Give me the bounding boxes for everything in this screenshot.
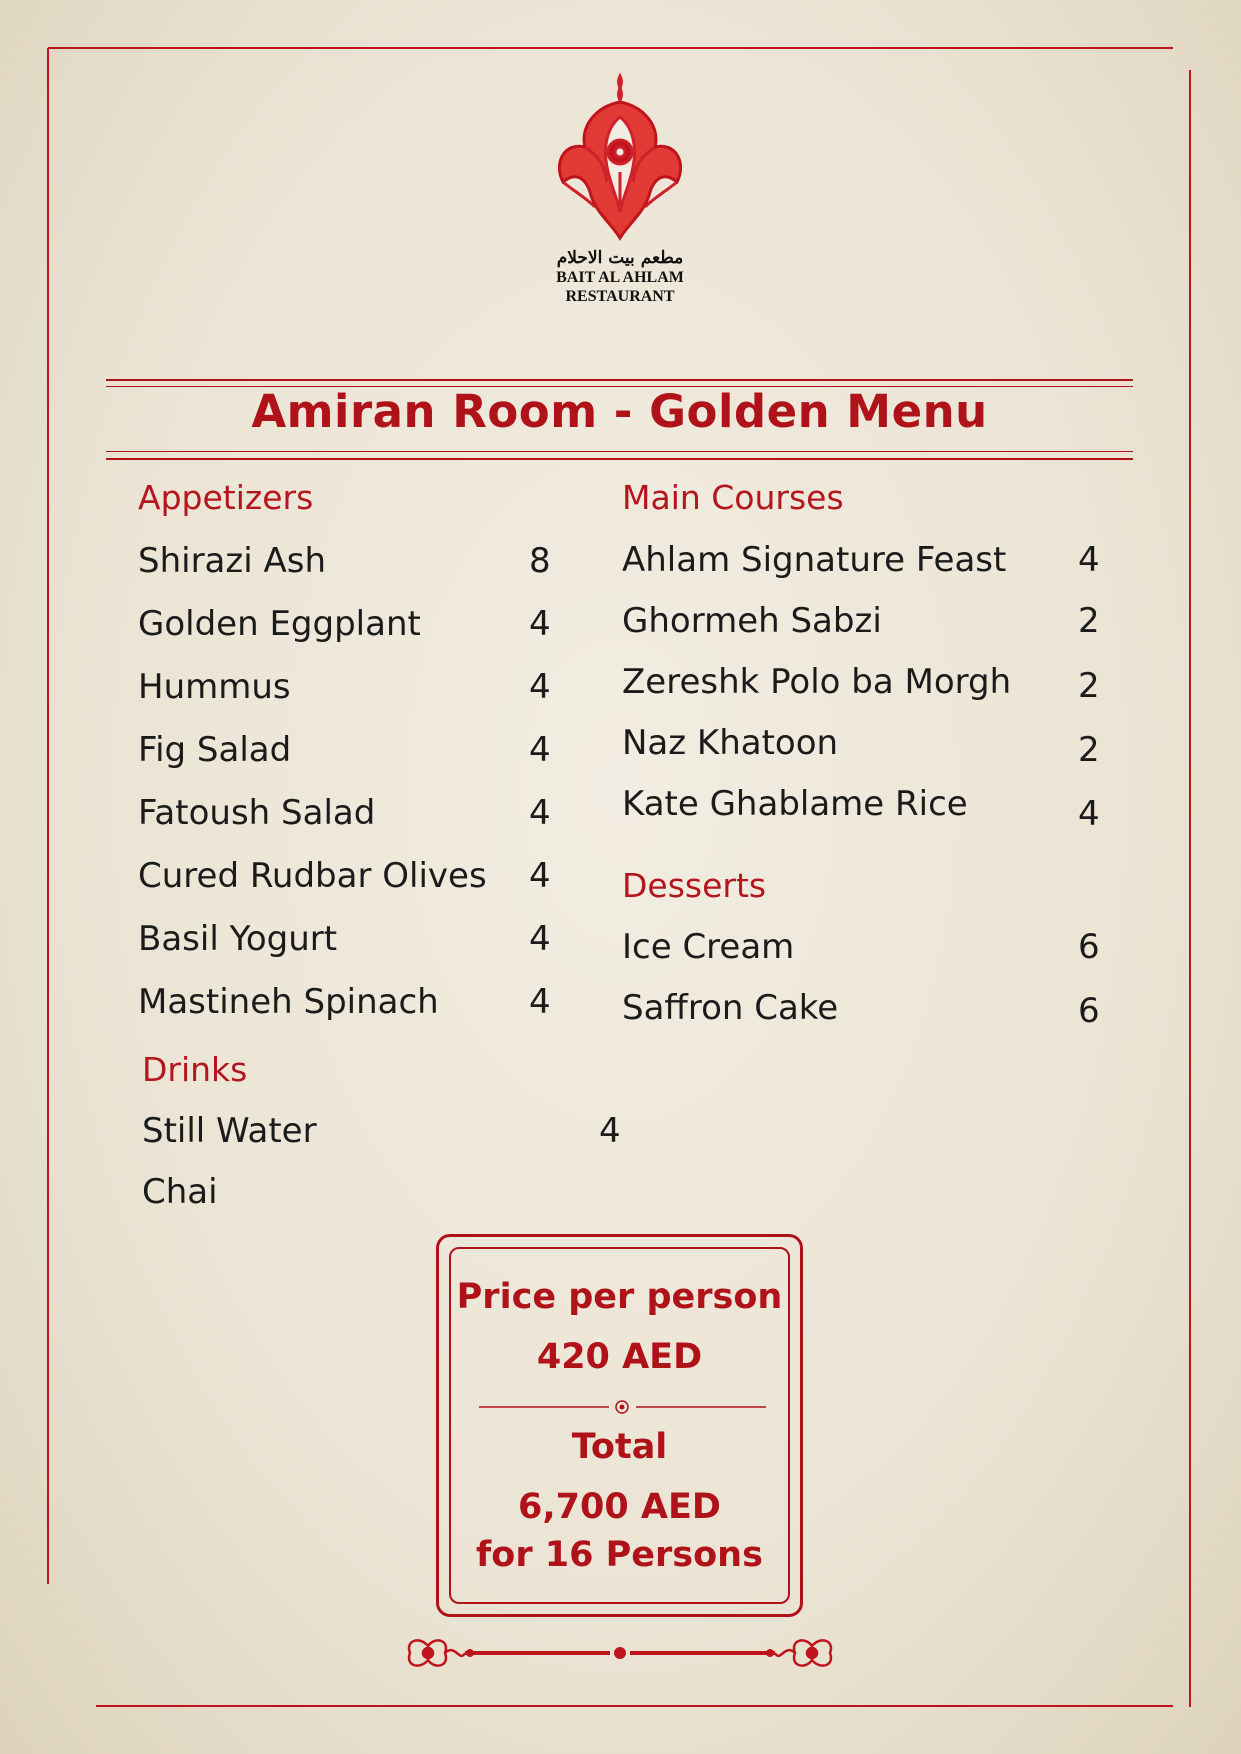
total-note: for 16 Persons (476, 1535, 763, 1575)
item-qty: 2 (1078, 666, 1100, 706)
list-item: Fatoush Salad (138, 793, 376, 833)
list-item: Naz Khatoon (622, 723, 839, 763)
title-rule-bottom-2 (106, 458, 1133, 460)
title-rule-bottom-1 (106, 451, 1133, 452)
frame-left-line (47, 48, 49, 1584)
item-qty: 8 (529, 541, 551, 581)
item-qty: 4 (1078, 794, 1100, 834)
list-item: Basil Yogurt (138, 919, 338, 959)
bottom-flourish-icon (400, 1628, 840, 1678)
list-item: Ice Cream (622, 927, 795, 967)
price-per-person-label: Price per person (456, 1277, 783, 1317)
item-qty: 4 (1078, 540, 1100, 580)
total-value: 6,700 AED (518, 1487, 721, 1527)
price-box (436, 1234, 803, 1617)
list-item: Still Water (142, 1111, 317, 1151)
list-item: Shirazi Ash (138, 541, 327, 581)
title-rule-top-1 (106, 379, 1133, 381)
item-qty: 4 (529, 982, 551, 1022)
item-qty: 6 (1078, 927, 1100, 967)
list-item: Ahlam Signature Feast (622, 540, 1007, 580)
item-qty: 4 (529, 919, 551, 959)
ornament-logo-icon (545, 72, 695, 242)
item-qty: 4 (529, 730, 551, 770)
item-qty: 2 (1078, 601, 1100, 641)
frame-bottom-line (96, 1705, 1173, 1707)
list-item: Kate Ghablame Rice (622, 784, 968, 824)
restaurant-arabic-name: مطعم بيت الاحلام (556, 248, 684, 268)
item-qty: 4 (529, 856, 551, 896)
section-heading-main-courses: Main Courses (622, 478, 844, 517)
list-item: Golden Eggplant (138, 604, 421, 644)
item-qty: 4 (529, 604, 551, 644)
section-heading-desserts: Desserts (622, 866, 767, 905)
list-item: Zereshk Polo ba Morgh (622, 662, 1012, 702)
list-item: Hummus (138, 667, 291, 707)
list-item: Mastineh Spinach (138, 982, 439, 1022)
menu-title: Amiran Room - Golden Menu (251, 385, 988, 438)
section-heading-appetizers: Appetizers (138, 478, 314, 517)
restaurant-name-line1: BAIT AL AHLAM (556, 269, 684, 286)
price-per-person-value: 420 AED (536, 1337, 703, 1377)
list-item: Saffron Cake (622, 988, 839, 1028)
frame-top-line (48, 47, 1173, 49)
item-qty: 4 (599, 1111, 621, 1151)
item-qty: 6 (1078, 991, 1100, 1031)
frame-right-line (1189, 70, 1191, 1707)
list-item: Chai (142, 1172, 218, 1212)
section-heading-drinks: Drinks (142, 1050, 248, 1089)
list-item: Fig Salad (138, 730, 292, 770)
total-label: Total (571, 1427, 668, 1467)
list-item: Ghormeh Sabzi (622, 601, 882, 641)
item-qty: 2 (1078, 730, 1100, 770)
divider-ornament-icon (479, 1399, 766, 1415)
item-qty: 4 (529, 667, 551, 707)
restaurant-name-line2: RESTAURANT (565, 288, 675, 305)
item-qty: 4 (529, 793, 551, 833)
restaurant-logo (540, 72, 700, 306)
list-item: Cured Rudbar Olives (138, 856, 487, 896)
